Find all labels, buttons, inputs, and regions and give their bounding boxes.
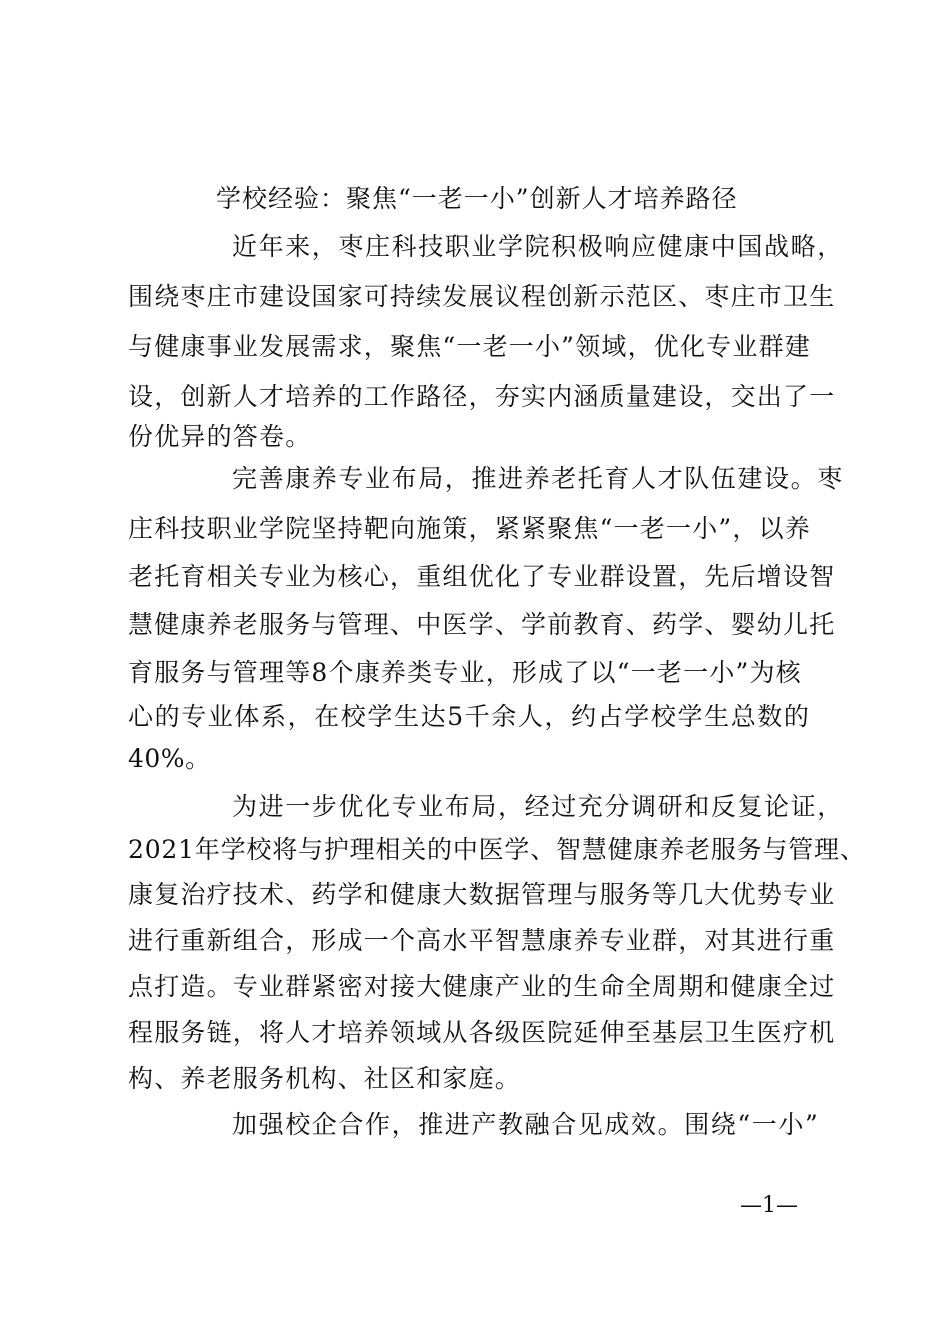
paragraph-line: 慧健康养老服务与管理、中医学、学前教育、药学、婴幼儿托 xyxy=(128,610,836,639)
paragraph-line: 完善康养专业布局，推进养老托育人才队伍建设。枣 xyxy=(232,464,844,493)
paragraph-line: 份优异的答卷。 xyxy=(128,422,312,451)
paragraph-line: 构、养老服务机构、社区和家庭。 xyxy=(128,1064,522,1093)
paragraph-line: 为进一步优化专业布局，经过充分调研和反复论证， xyxy=(232,792,844,821)
paragraph-line: 程服务链，将人才培养领域从各级医院延伸至基层卫生医疗机 xyxy=(128,1018,836,1047)
paragraph-line: 心的专业体系，在校学生达5千余人，约占学校学生总数的 xyxy=(128,702,811,731)
paragraph-line: 2021年学校将与护理相关的中医学、智慧健康养老服务与管理、 xyxy=(128,835,866,864)
paragraph-line: 设，创新人才培养的工作路径，夯实内涵质量建设，交出了一 xyxy=(128,382,836,411)
paragraph-line: 近年来，枣庄科技职业学院积极响应健康中国战略， xyxy=(232,232,844,261)
page-number: —1— xyxy=(740,1193,798,1218)
paragraph-line: 点打造。专业群紧密对接大健康产业的生命全周期和健康全过 xyxy=(128,972,836,1001)
paragraph-line: 与健康事业发展需求，聚焦“一老一小”领域，优化专业群建 xyxy=(128,332,811,361)
document-title: 学校经验：聚焦“一老一小”创新人才培养路径 xyxy=(216,184,738,213)
paragraph-line: 40%。 xyxy=(128,744,211,773)
paragraph-line: 进行重新组合，形成一个高水平智慧康养专业群，对其进行重 xyxy=(128,926,836,955)
paragraph-line: 加强校企合作，推进产教融合见成效。围绕“一小” xyxy=(232,1110,820,1139)
paragraph-line: 育服务与管理等8个康养类专业，形成了以“一老一小”为核 xyxy=(128,658,802,687)
paragraph-line: 庄科技职业学院坚持靶向施策，紧紧聚焦“一老一小”，以养 xyxy=(128,514,811,543)
paragraph-line: 老托育相关专业为核心，重组优化了专业群设置，先后增设智 xyxy=(128,562,836,591)
paragraph-line: 康复治疗技术、药学和健康大数据管理与服务等几大优势专业 xyxy=(128,880,836,909)
paragraph-line: 围绕枣庄市建设国家可持续发展议程创新示范区、枣庄市卫生 xyxy=(128,282,836,311)
